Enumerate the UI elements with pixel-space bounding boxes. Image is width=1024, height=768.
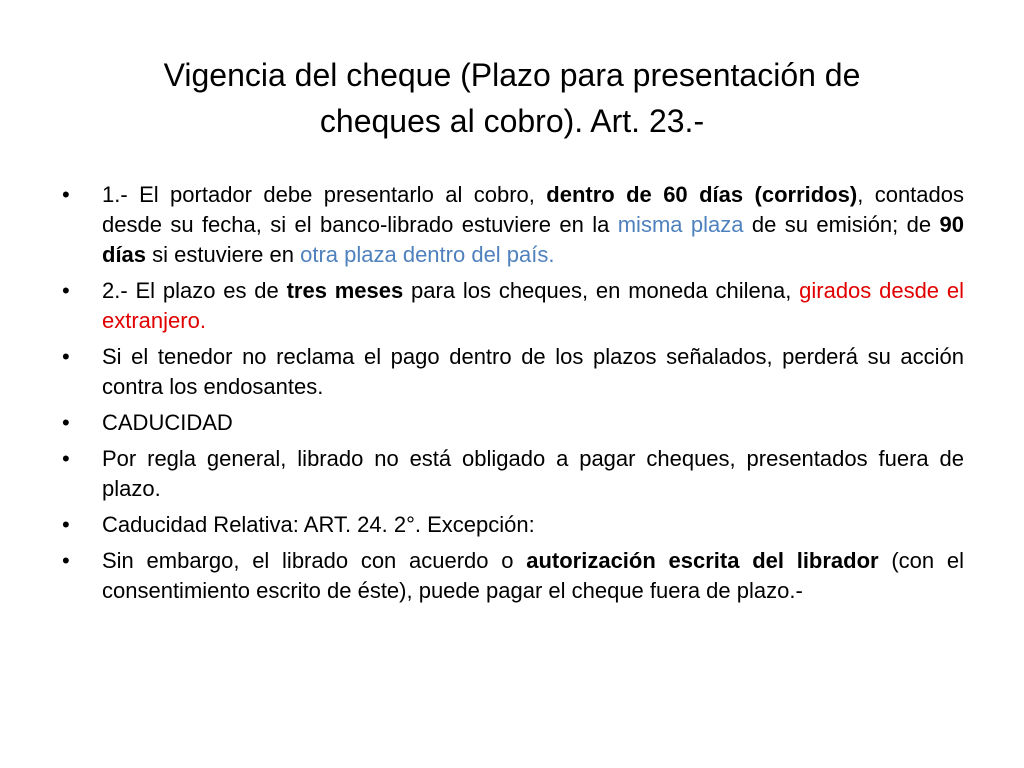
bullet-item-2 — [62, 276, 964, 336]
bullet-bold-text: 90 días — [102, 212, 964, 267]
bullet-text: , contados desde su fecha, si el banco-librado estuviere en la — [102, 182, 964, 237]
bullet-item-1 — [62, 180, 964, 270]
bullet-highlight-text: otra plaza dentro del país. — [300, 242, 555, 267]
slide-title — [80, 52, 944, 144]
bullet-highlight-text: misma plaza — [617, 212, 744, 237]
bullet-icon: • — [62, 182, 70, 207]
bullet-item-3 — [62, 342, 964, 402]
bullet-text: CADUCIDAD — [102, 410, 233, 435]
slide-title-line-2: cheques al cobro). Art. 23.- — [319, 103, 705, 139]
bullet-icon: • — [62, 410, 70, 435]
bullet-icon: • — [62, 278, 70, 303]
bullet-icon: • — [62, 446, 70, 471]
bullet-list — [62, 180, 964, 612]
slide-title-line-1: Vigencia del cheque (Plazo para presentación de — [163, 57, 861, 93]
bullet-icon: • — [62, 512, 70, 537]
bullet-text: Por regla general, librado no está obligado a pagar cheques, presentados fuera de plazo. — [102, 446, 964, 501]
bullet-text: 1.- El portador debe presentarlo al cobro, — [102, 182, 547, 207]
bullet-text: Si el tenedor no reclama el pago dentro de los plazos señalados, perderá su acción contra los endosantes. — [102, 344, 964, 399]
bullet-text: de su emisión; de — [743, 212, 940, 237]
bullet-item-4 — [62, 408, 964, 438]
bullet-bold-text: tres meses — [286, 278, 404, 303]
bullet-icon: • — [62, 548, 70, 573]
bullet-item-6 — [62, 510, 964, 540]
bullet-text: Sin embargo, el librado con acuerdo o — [102, 548, 527, 573]
bullet-bold-text: dentro de 60 días (corridos) — [546, 182, 858, 207]
bullet-text: para los cheques, en moneda chilena, — [403, 278, 800, 303]
bullet-item-5 — [62, 444, 964, 504]
bullet-warning-text: girados desde el extranjero. — [102, 278, 964, 333]
bullet-item-7 — [62, 546, 964, 606]
bullet-text: si estuviere en — [146, 242, 301, 267]
bullet-text: 2.- El plazo es de — [102, 278, 287, 303]
bullet-text: Caducidad Relativa: ART. 24. 2°. Excepción: — [102, 512, 535, 537]
bullet-text: (con el consentimiento escrito de éste), puede pagar el cheque fuera de plazo.- — [102, 548, 964, 603]
bullet-icon: • — [62, 344, 70, 369]
bullet-bold-text: autorización escrita del librador — [526, 548, 879, 573]
